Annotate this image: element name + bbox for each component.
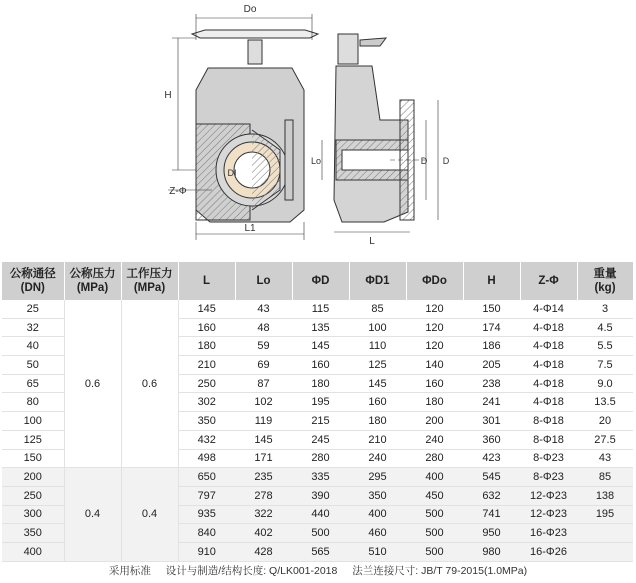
- table-cell: 119: [235, 412, 292, 431]
- table-cell: 400: [406, 468, 463, 487]
- column-header: 公称压力 (MPa): [64, 262, 121, 300]
- table-cell: 150: [463, 300, 520, 318]
- table-cell: 840: [178, 524, 235, 543]
- dn-cell: 400: [2, 542, 64, 561]
- dn-cell: 25: [2, 300, 64, 318]
- table-cell: 210: [178, 356, 235, 375]
- dn-cell: 80: [2, 393, 64, 412]
- table-cell: 910: [178, 542, 235, 561]
- table-cell: 87: [235, 374, 292, 393]
- table-cell: 280: [406, 449, 463, 468]
- dn-cell: 250: [2, 486, 64, 505]
- table-cell: 278: [235, 486, 292, 505]
- table-cell: 174: [463, 318, 520, 337]
- valve-drawing: [0, 0, 636, 262]
- footnote-design: 设计与制造/结构长度: Q/LK001-2018: [165, 565, 338, 577]
- nominal-pressure-cell: 0.6: [64, 300, 121, 468]
- table-cell: 16-Φ26: [520, 542, 577, 561]
- dim-l-label: L: [369, 236, 375, 247]
- table-cell: 110: [349, 337, 406, 356]
- table-cell: 7.5: [577, 356, 633, 375]
- table-cell: 335: [292, 468, 349, 487]
- table-cell: 241: [463, 393, 520, 412]
- table-cell: 8-Φ18: [520, 412, 577, 431]
- dim-do-label: Do: [243, 4, 257, 15]
- table-cell: 145: [235, 430, 292, 449]
- table-cell: 115: [292, 300, 349, 318]
- dn-cell: 300: [2, 505, 64, 524]
- table-cell: 195: [577, 505, 633, 524]
- table-cell: 85: [577, 468, 633, 487]
- footnote-flange: 法兰连接尺寸: JB/T 79-2015(1.0MPa): [352, 565, 528, 577]
- table-cell: 950: [463, 524, 520, 543]
- table-cell: 4.5: [577, 318, 633, 337]
- table-cell: 43: [577, 449, 633, 468]
- dn-cell: 32: [2, 318, 64, 337]
- table-cell: 360: [463, 430, 520, 449]
- dim-d-label: D: [420, 156, 428, 166]
- dim-lo-label: Lo: [310, 156, 322, 166]
- table-cell: 215: [292, 412, 349, 431]
- table-cell: 4-Φ18: [520, 356, 577, 375]
- table-cell: 500: [406, 524, 463, 543]
- footnote-label: 采用标准: [108, 565, 151, 577]
- column-header: ΦDo: [406, 262, 463, 300]
- table-cell: 3: [577, 300, 633, 318]
- column-header: ΦD1: [349, 262, 406, 300]
- table-cell: 195: [292, 393, 349, 412]
- front-view: [168, 14, 318, 240]
- dn-cell: 100: [2, 412, 64, 431]
- table-cell: 180: [178, 337, 235, 356]
- dn-cell: 150: [2, 449, 64, 468]
- table-cell: 16-Φ23: [520, 524, 577, 543]
- spec-table: [2, 262, 634, 562]
- table-cell: 238: [463, 374, 520, 393]
- table-cell: 180: [406, 393, 463, 412]
- table-cell: 980: [463, 542, 520, 561]
- table-cell: 145: [292, 337, 349, 356]
- table-cell: 565: [292, 542, 349, 561]
- table-cell: 4-Φ18: [520, 318, 577, 337]
- table-cell: [577, 524, 633, 543]
- dn-cell: 50: [2, 356, 64, 375]
- table-cell: 250: [178, 374, 235, 393]
- table-cell: 402: [235, 524, 292, 543]
- table-cell: 12-Φ23: [520, 505, 577, 524]
- table-cell: 180: [349, 412, 406, 431]
- table-cell: 85: [349, 300, 406, 318]
- table-cell: [577, 542, 633, 561]
- working-pressure-cell: 0.6: [121, 300, 178, 468]
- table-cell: 500: [292, 524, 349, 543]
- table-cell: 4-Φ18: [520, 337, 577, 356]
- table-cell: 13.5: [577, 393, 633, 412]
- table-cell: 140: [406, 356, 463, 375]
- table-cell: 4-Φ14: [520, 300, 577, 318]
- table-cell: 120: [406, 300, 463, 318]
- table-row: [2, 468, 633, 487]
- table-cell: 160: [349, 393, 406, 412]
- table-cell: 145: [178, 300, 235, 318]
- column-header: Lo: [235, 262, 292, 300]
- table-cell: 59: [235, 337, 292, 356]
- table-cell: 145: [349, 374, 406, 393]
- table-cell: 100: [349, 318, 406, 337]
- table-cell: 135: [292, 318, 349, 337]
- table-cell: 125: [349, 356, 406, 375]
- table-cell: 120: [406, 337, 463, 356]
- table-cell: 632: [463, 486, 520, 505]
- dn-cell: 65: [2, 374, 64, 393]
- side-view: [322, 34, 438, 232]
- dn-cell: 40: [2, 337, 64, 356]
- column-header: L: [178, 262, 235, 300]
- table-cell: 510: [349, 542, 406, 561]
- table-cell: 120: [406, 318, 463, 337]
- table-cell: 27.5: [577, 430, 633, 449]
- dim-l1-label: L1: [244, 223, 256, 234]
- table-cell: 460: [349, 524, 406, 543]
- table-cell: 280: [292, 449, 349, 468]
- table-cell: 5.5: [577, 337, 633, 356]
- column-header: 公称通径 (DN): [2, 262, 64, 300]
- table-cell: 235: [235, 468, 292, 487]
- table-cell: 500: [406, 505, 463, 524]
- table-cell: 102: [235, 393, 292, 412]
- table-cell: 423: [463, 449, 520, 468]
- table-cell: 245: [292, 430, 349, 449]
- table-cell: 240: [349, 449, 406, 468]
- dim-h-label: H: [164, 90, 172, 101]
- table-cell: 440: [292, 505, 349, 524]
- table-cell: 171: [235, 449, 292, 468]
- table-cell: 160: [292, 356, 349, 375]
- column-header: 工作压力 (MPa): [121, 262, 178, 300]
- table-cell: 48: [235, 318, 292, 337]
- table-cell: 545: [463, 468, 520, 487]
- table-cell: 432: [178, 430, 235, 449]
- table-cell: 180: [292, 374, 349, 393]
- table-cell: 797: [178, 486, 235, 505]
- table-header-row: [2, 262, 633, 300]
- table-row: [2, 300, 633, 318]
- column-header: 重量 (kg): [577, 262, 633, 300]
- table-cell: 295: [349, 468, 406, 487]
- table-cell: 8-Φ23: [520, 449, 577, 468]
- handwheel: [192, 30, 318, 38]
- table-cell: 43: [235, 300, 292, 318]
- table-cell: 301: [463, 412, 520, 431]
- table-cell: 20: [577, 412, 633, 431]
- dn-cell: 125: [2, 430, 64, 449]
- table-cell: 138: [577, 486, 633, 505]
- table-cell: 69: [235, 356, 292, 375]
- column-header: ΦD: [292, 262, 349, 300]
- table-cell: 350: [349, 486, 406, 505]
- table-cell: 935: [178, 505, 235, 524]
- working-pressure-cell: 0.4: [121, 468, 178, 561]
- table-cell: 450: [406, 486, 463, 505]
- table-cell: 302: [178, 393, 235, 412]
- table-cell: 9.0: [577, 374, 633, 393]
- table-cell: 390: [292, 486, 349, 505]
- table-cell: 186: [463, 337, 520, 356]
- table-cell: 400: [349, 505, 406, 524]
- table-cell: 205: [463, 356, 520, 375]
- column-header: H: [463, 262, 520, 300]
- dim-di-label: DI: [227, 168, 237, 178]
- dim-z-label: Z-Φ: [169, 186, 187, 197]
- table-cell: 160: [178, 318, 235, 337]
- table-cell: 200: [406, 412, 463, 431]
- table-cell: 8-Φ23: [520, 468, 577, 487]
- table-cell: 350: [178, 412, 235, 431]
- dim-d-outer-label: D: [442, 156, 450, 166]
- table-cell: 428: [235, 542, 292, 561]
- table-cell: 12-Φ23: [520, 486, 577, 505]
- table-cell: 160: [406, 374, 463, 393]
- dn-cell: 200: [2, 468, 64, 487]
- table-cell: 4-Φ18: [520, 393, 577, 412]
- standards-footnote: [0, 563, 636, 578]
- table-cell: 741: [463, 505, 520, 524]
- nominal-pressure-cell: 0.4: [64, 468, 121, 561]
- table-cell: 500: [406, 542, 463, 561]
- table-cell: 8-Φ18: [520, 430, 577, 449]
- table-cell: 210: [349, 430, 406, 449]
- table-cell: 240: [406, 430, 463, 449]
- table-cell: 650: [178, 468, 235, 487]
- table-cell: 498: [178, 449, 235, 468]
- dn-cell: 350: [2, 524, 64, 543]
- column-header: Z-Φ: [520, 262, 577, 300]
- table-cell: 4-Φ18: [520, 374, 577, 393]
- table-cell: 322: [235, 505, 292, 524]
